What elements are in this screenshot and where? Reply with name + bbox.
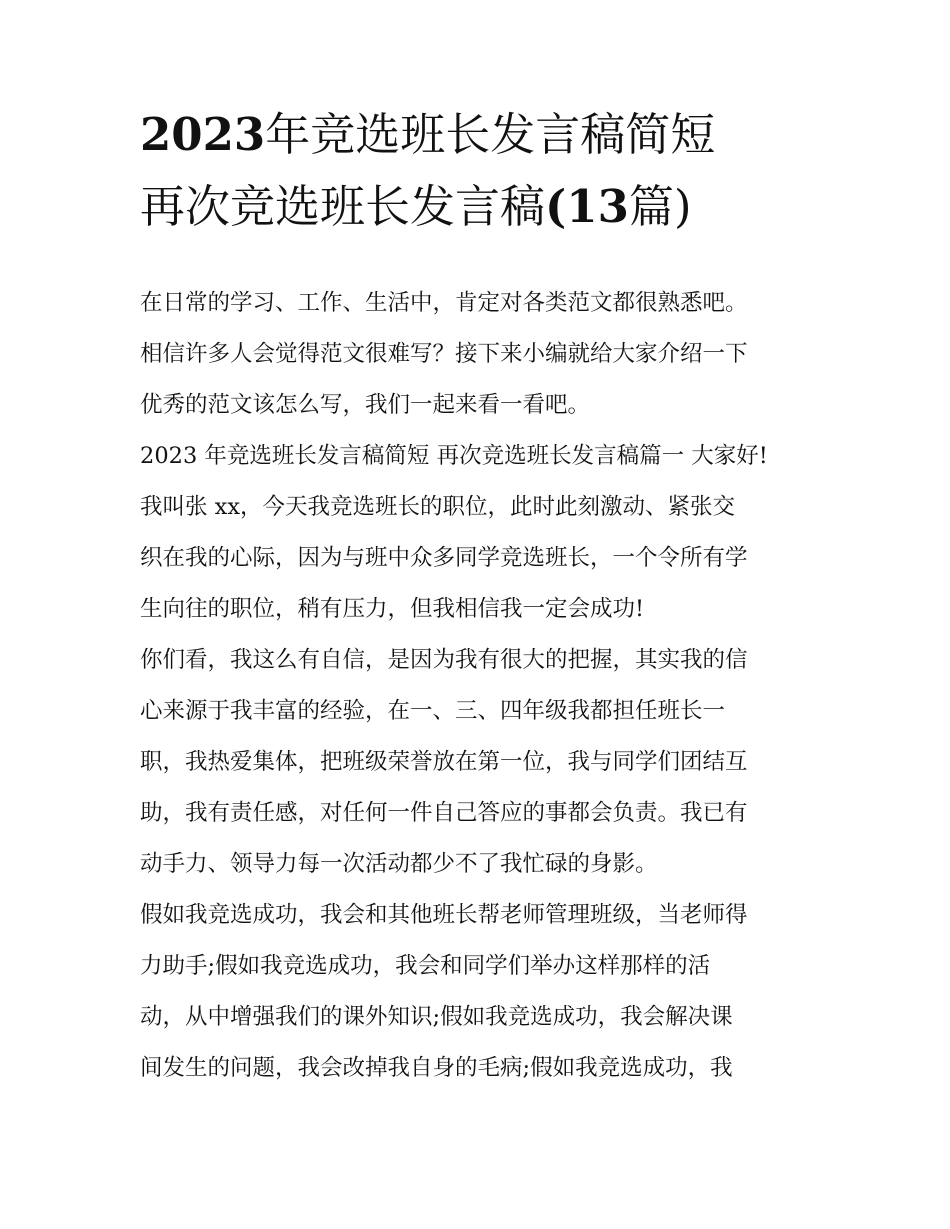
title-line-1-text: 年竞选班长发言稿简短 [265, 108, 716, 161]
body-line: 在日常的学习、工作、生活中，肯定对各类范文都很熟悉吧。 [140, 290, 748, 316]
title-line-2-text-a: 再次竞选班长发言稿 [140, 180, 546, 233]
body-line: 职，我热爱集体，把班级荣誉放在第一位，我与同学们团结互 [140, 749, 748, 775]
body-line: 动手力、领导力每一次活动都少不了我忙碌的身影。 [140, 851, 658, 877]
document-title [140, 108, 820, 256]
title-line-2 [140, 180, 820, 233]
body-line: 你们看，我这么有自信，是因为我有很大的把握，其实我的信 [140, 647, 748, 673]
body-line: 间发生的问题，我会改掉我自身的毛病;假如我竞选成功，我 [140, 1055, 733, 1081]
body-line: 助，我有责任感，对任何一件自己答应的事都会负责。我已有 [140, 800, 748, 826]
title-year: 2023 [140, 108, 266, 161]
title-line-2-text-b: 篇) [628, 180, 692, 233]
body-line: 我叫张 xx，今天我竞选班长的职位，此时此刻激动、紧张交 [140, 494, 736, 520]
title-line-1 [140, 108, 820, 161]
body-line: 动，从中增强我们的课外知识;假如我竞选成功，我会解决课 [140, 1004, 733, 1030]
title-count: (13 [545, 180, 629, 233]
body-line: 假如我竞选成功，我会和其他班长帮老师管理班级，当老师得 [140, 902, 748, 928]
body-line: 心来源于我丰富的经验，在一、三、四年级我都担任班长一 [140, 698, 726, 724]
body-line: 织在我的心际，因为与班中众多同学竞选班长，一个令所有学 [140, 545, 748, 571]
body-line: 优秀的范文该怎么写，我们一起来看一看吧。 [140, 392, 591, 418]
body-line: 生向往的职位，稍有压力，但我相信我一定会成功! [140, 596, 645, 622]
body-line: 2023 年竞选班长发言稿简短 再次竞选班长发言稿篇一 大家好! [140, 443, 768, 469]
body-line: 力助手;假如我竞选成功，我会和同学们举办这样那样的活 [140, 953, 711, 979]
body-line: 相信许多人会觉得范文很难写？接下来小编就给大家介绍一下 [140, 341, 748, 367]
document-body [140, 278, 820, 1094]
